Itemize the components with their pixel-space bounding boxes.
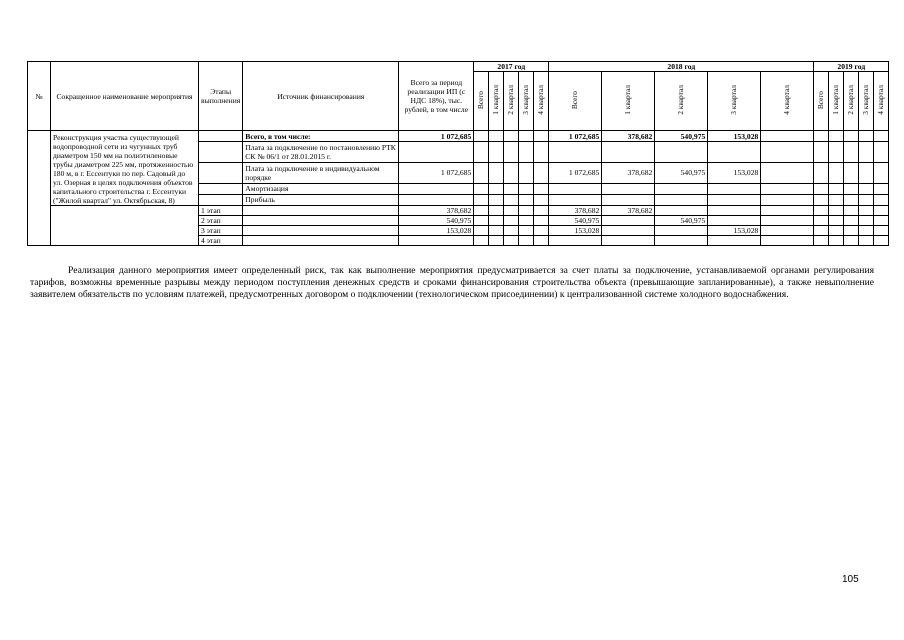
y2018-q3-cell xyxy=(708,216,761,226)
event-name: Реконструкция участка существующей водопроводной сети из чугунных труб диаметром 150 мм на полиэтиленовые трубы диаметром 225 мм, протяженностью 180 м, в г. Ессентуки по пер. Садовый до ул. Озерная в целях подключения объектов капитального строительства г. Ессентуки ("Жилой квартал" ул. Октябрьская, 8) xyxy=(51,131,199,206)
y2018-q1-cell xyxy=(602,183,655,194)
sub-header: 1 квартал xyxy=(489,72,504,131)
stage-cell: 1 этап xyxy=(199,206,243,216)
y2018-q3-cell xyxy=(708,206,761,216)
col-header-num: № xyxy=(28,62,51,131)
y2018-all-cell xyxy=(549,194,602,205)
col-header-stages: Этапы выполнения xyxy=(199,62,243,131)
total-cell: 153,028 xyxy=(399,226,474,236)
source-cell xyxy=(243,236,399,246)
year-header-2017: 2017 год xyxy=(474,62,549,72)
stage-cell xyxy=(199,183,243,194)
sub-header: 4 квартал xyxy=(534,72,549,131)
stage-cell xyxy=(199,131,243,142)
sub-header: Всего xyxy=(549,72,602,131)
y2018-all-cell: 153,028 xyxy=(549,226,602,236)
source-cell xyxy=(243,226,399,236)
source-cell xyxy=(243,206,399,216)
risk-paragraph: Реализация данного мероприятия имеет определенный риск, так как выполнение мероприятия предусматривается за счет платы за подключение, устанавливаемой органами регулирования тарифов, возможны временные разрывы между периодом поступления денежных средств и сроками финансирования строительства объекта (превышающие запланированные), а также невыполнение заявителем обязательств по условиям платежей, предусмотренных договором о подключении (технологическом присоединении) к централизованной системе холодного водоснабжения. xyxy=(30,265,874,300)
y2018-all-cell: 1 072,685 xyxy=(549,162,602,183)
sub-header: 2 квартал xyxy=(844,72,859,131)
y2018-q2-cell xyxy=(655,236,708,246)
year-header-2018: 2018 год xyxy=(549,62,814,72)
page-number: 105 xyxy=(842,574,859,585)
source-cell: Всего, в том числе: xyxy=(243,131,399,142)
source-cell: Прибыль xyxy=(243,194,399,205)
sub-header: 3 квартал xyxy=(859,72,874,131)
y2018-q2-cell: 540,975 xyxy=(655,131,708,142)
year-header-2019: 2019 год xyxy=(814,62,889,72)
row-num-cell xyxy=(28,131,51,246)
y2018-q2-cell xyxy=(655,183,708,194)
sub-header: Всего xyxy=(814,72,829,131)
sub-header: 4 квартал xyxy=(761,72,814,131)
col-header-total: Всего за период реализации ИП (с НДС 18%), тыс. рублей, в том числе xyxy=(399,62,474,131)
y2018-q1-cell: 378,682 xyxy=(602,131,655,142)
sub-header: 3 квартал xyxy=(708,72,761,131)
y2018-all-cell xyxy=(549,236,602,246)
stage-cell xyxy=(199,194,243,205)
total-cell xyxy=(399,142,474,163)
source-cell: Амортизация xyxy=(243,183,399,194)
y2018-q3-cell xyxy=(708,183,761,194)
y2018-q2-cell xyxy=(655,226,708,236)
y2018-q1-cell xyxy=(602,216,655,226)
event-name-continued xyxy=(51,206,199,246)
sub-header: 2 квартал xyxy=(504,72,519,131)
y2018-all-cell: 378,682 xyxy=(549,206,602,216)
col-header-name: Сокращенное наименование мероприятия xyxy=(51,62,199,131)
source-cell: Плата за подключение в индивидуальном порядке xyxy=(243,162,399,183)
y2018-all-cell: 540,975 xyxy=(549,216,602,226)
sub-header: 3 квартал xyxy=(519,72,534,131)
y2018-q1-cell xyxy=(602,194,655,205)
source-cell: Плата за подключение по постановлению РТК СК № 06/1 от 28.01.2015 г. xyxy=(243,142,399,163)
y2018-q1-cell: 378,682 xyxy=(602,206,655,216)
sub-header: 2 квартал xyxy=(655,72,708,131)
sub-header: 4 квартал xyxy=(874,72,889,131)
y2018-q3-cell xyxy=(708,142,761,163)
stage-cell xyxy=(199,162,243,183)
stage-cell: 3 этап xyxy=(199,226,243,236)
total-cell: 540,975 xyxy=(399,216,474,226)
y2018-q3-cell: 153,028 xyxy=(708,131,761,142)
y2018-q2-cell xyxy=(655,206,708,216)
y2018-q1-cell: 378,682 xyxy=(602,162,655,183)
sub-header: 1 квартал xyxy=(829,72,844,131)
total-cell xyxy=(399,183,474,194)
total-cell: 378,682 xyxy=(399,206,474,216)
y2018-q3-cell xyxy=(708,236,761,246)
y2018-q1-cell xyxy=(602,142,655,163)
total-cell: 1 072,685 xyxy=(399,131,474,142)
y2018-q2-cell: 540,975 xyxy=(655,162,708,183)
y2018-all-cell xyxy=(549,142,602,163)
y2018-q3-cell xyxy=(708,194,761,205)
financing-table xyxy=(27,61,889,246)
y2018-q2-cell xyxy=(655,194,708,205)
y2018-q1-cell xyxy=(602,236,655,246)
total-cell xyxy=(399,236,474,246)
total-cell: 1 072,685 xyxy=(399,162,474,183)
y2018-all-cell: 1 072,685 xyxy=(549,131,602,142)
stage-cell xyxy=(199,142,243,163)
source-cell xyxy=(243,216,399,226)
y2018-q2-cell: 540,975 xyxy=(655,216,708,226)
y2018-q3-cell: 153,028 xyxy=(708,162,761,183)
sub-header: 1 квартал xyxy=(602,72,655,131)
y2018-q1-cell xyxy=(602,226,655,236)
y2018-q3-cell: 153,028 xyxy=(708,226,761,236)
sub-header: Всего xyxy=(474,72,489,131)
y2018-q2-cell xyxy=(655,142,708,163)
stage-cell: 4 этап xyxy=(199,236,243,246)
total-cell xyxy=(399,194,474,205)
stage-cell: 2 этап xyxy=(199,216,243,226)
y2018-all-cell xyxy=(549,183,602,194)
col-header-source: Источник финансирования xyxy=(243,62,399,131)
